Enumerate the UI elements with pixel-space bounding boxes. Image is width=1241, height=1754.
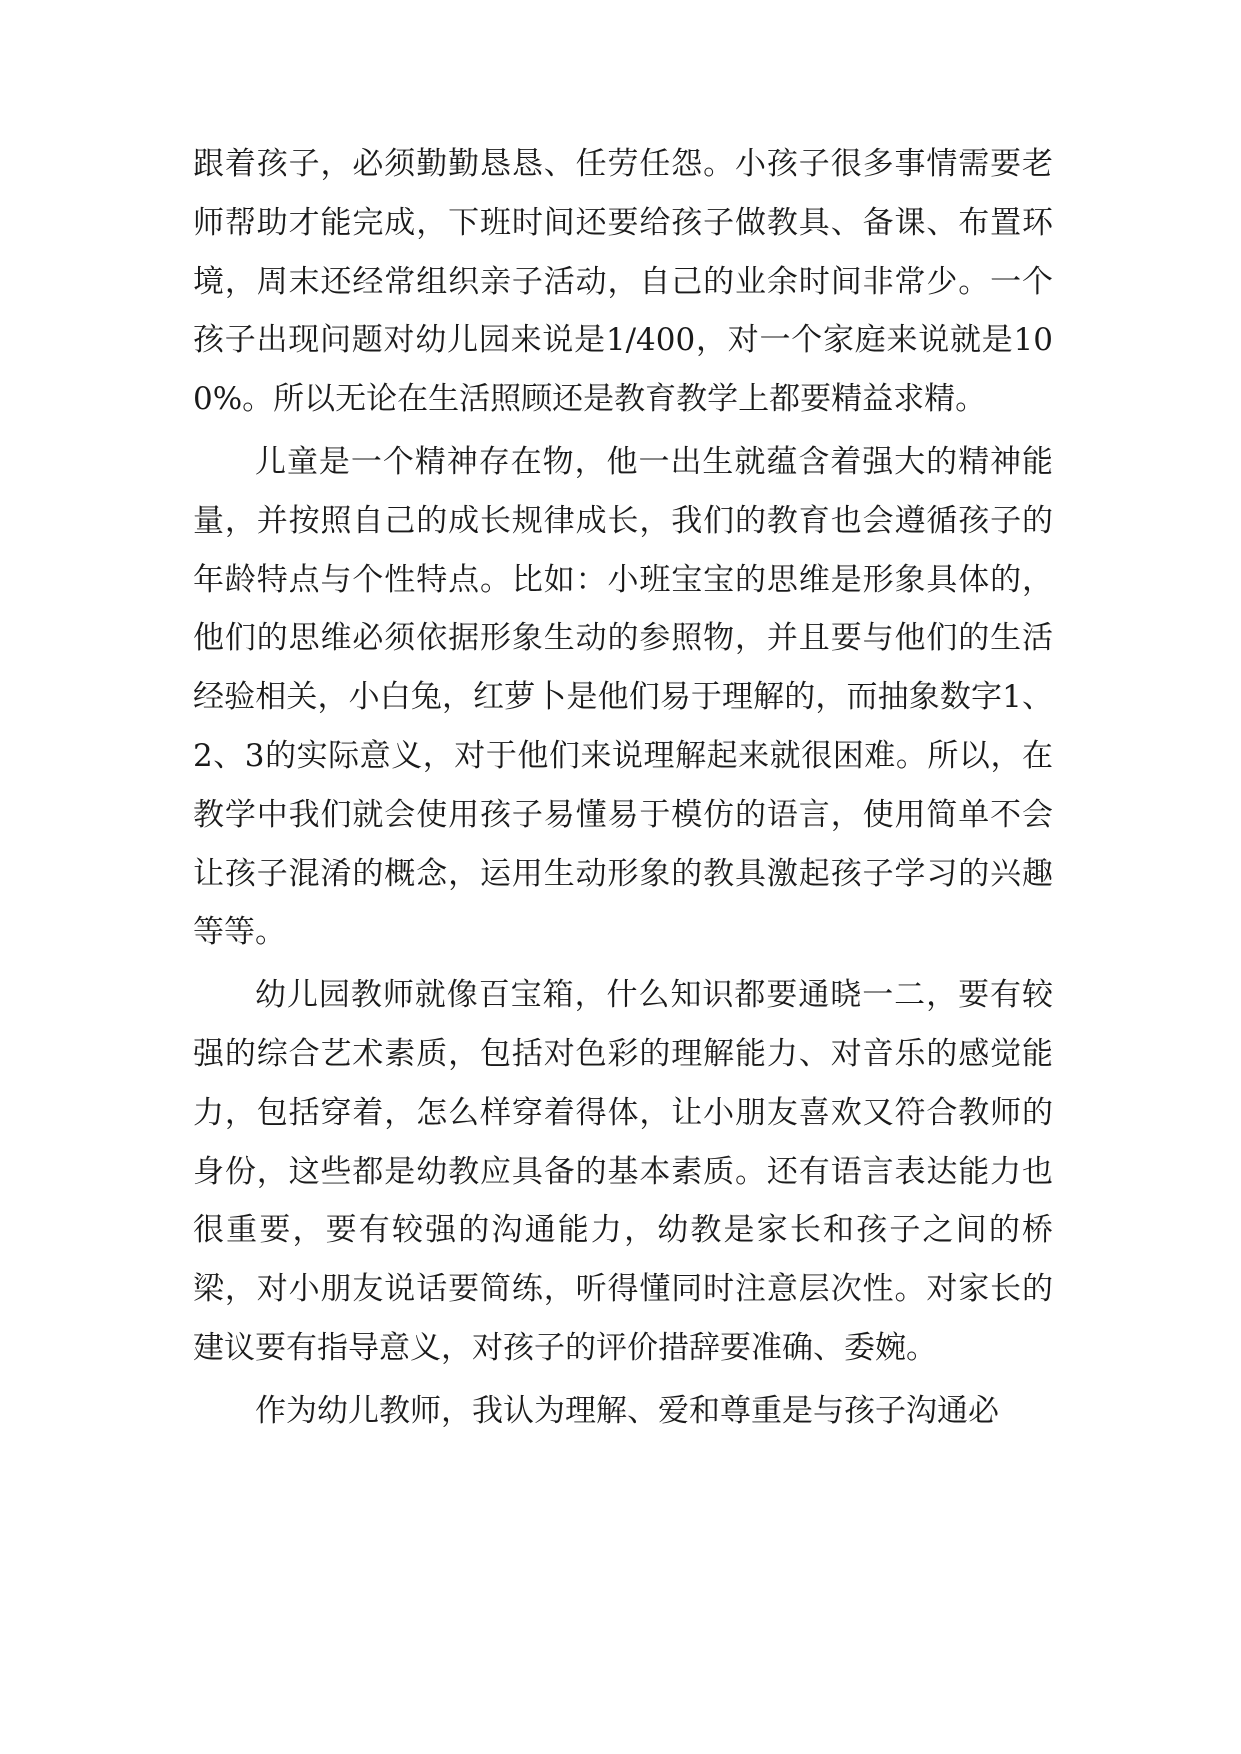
paragraph-2: 儿童是一个精神存在物，他一出生就蕴含着强大的精神能量，并按照自己的成长规律成长，我们的教育也会遵循孩子的年龄特点与个性特点。比如：小班宝宝的思维是形象具体的，他们的思维必须依据形象生动的参照物，并且要与他们的生活经验相关，小白兔，红萝卜是他们易于理解的，而抽象数字1、2、3的实际意义，对于他们来说理解起来就很困难。所以，在教学中我们就会使用孩子易懂易于模仿的语言，使用简单不会让孩子混淆的概念，运用生动形象的教具激起孩子学习的兴趣等等。 — [193, 443, 1053, 951]
paragraph-3: 幼儿园教师就像百宝箱，什么知识都要通晓一二，要有较强的综合艺术素质，包括对色彩的理解能力、对音乐的感觉能力，包括穿着，怎么样穿着得体，让小朋友喜欢又符合教师的身份，这些都是幼教应具备的基本素质。还有语言表达能力也很重要，要有较强的沟通能力，幼教是家长和孩子之间的桥梁，对小朋友说话要简练，听得懂同时注意层次性。对家长的建议要有指导意义，对孩子的评价措辞要准确、委婉。 — [193, 977, 1053, 1366]
paragraph-4: 作为幼儿教师，我认为理解、爱和尊重是与孩子沟通必 — [255, 1392, 999, 1429]
paragraph-1: 跟着孩子，必须勤勤恳恳、任劳任怨。小孩子很多事情需要老师帮助才能完成，下班时间还要给孩子做教具、备课、布置环境，周末还经常组织亲子活动，自己的业余时间非常少。一个孩子出现问题对幼儿园来说是1/400，对一个家庭来说就是100%。所以无论在生活照顾还是教育教学上都要精益求精。 — [193, 146, 1053, 418]
document-body — [193, 135, 1053, 1441]
